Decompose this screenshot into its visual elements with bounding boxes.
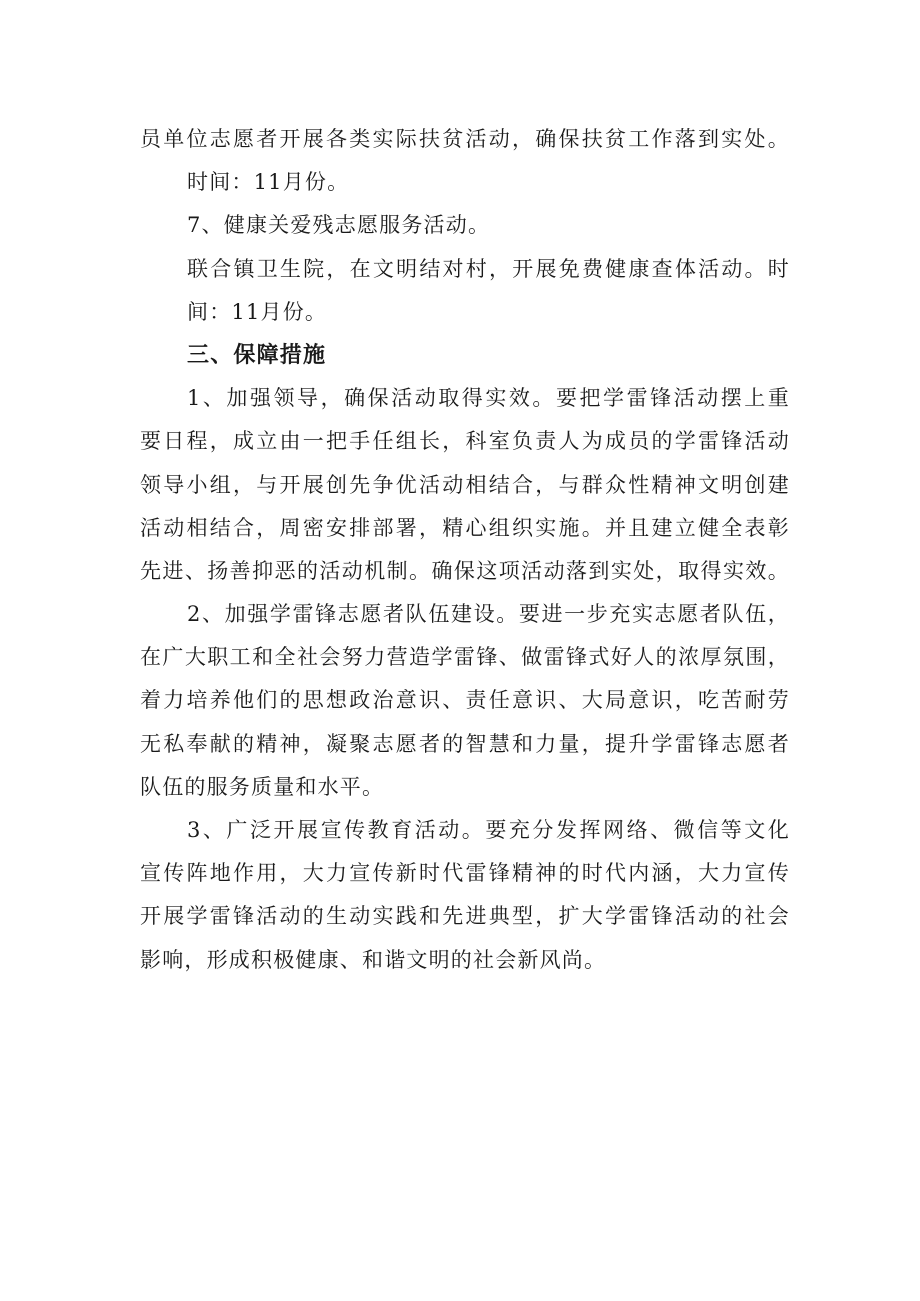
paragraph-line: 在广大职工和全社会努力营造学雷锋、做雷锋式好人的浓厚氛围，: [140, 645, 790, 670]
paragraph-line: 影响，形成积极健康、和谐文明的社会新风尚。: [140, 947, 607, 972]
paragraph-line: 先进、扬善抑恶的活动机制。确保这项活动落到实处，取得实效。: [140, 558, 790, 583]
paragraph-line: 时间：11月份。: [187, 170, 350, 195]
paragraph-line: 着力培养他们的思想政治意识、责任意识、大局意识，吃苦耐劳: [140, 688, 790, 713]
paragraph-line: 3、广泛开展宣传教育活动。要充分发挥网络、微信等文化: [187, 818, 790, 842]
paragraph-line: 间：11月份。: [187, 299, 328, 324]
paragraph-line: 队伍的服务质量和水平。: [140, 774, 385, 799]
document-body: [140, 118, 790, 982]
paragraph-line: 1、加强领导，确保活动取得实效。要把学雷锋活动摆上重: [187, 386, 790, 411]
paragraph-line: 活动相结合，周密安排部署，精心组织实施。并且建立健全表彰: [140, 515, 790, 540]
paragraph-line: 开展学雷锋活动的生动实践和先进典型，扩大学雷锋活动的社会: [140, 904, 790, 929]
paragraph-line: 7、健康关爱残志愿服务活动。: [187, 213, 491, 238]
paragraph-line: 无私奉献的精神，凝聚志愿者的智慧和力量，提升学雷锋志愿者: [140, 731, 790, 756]
paragraph-line: 联合镇卫生院，在文明结对村，开展免费健康查体活动。时: [187, 256, 790, 281]
paragraph-line: 领导小组，与开展创先争优活动相结合，与群众性精神文明创建: [140, 472, 790, 497]
paragraph-line: 员单位志愿者开展各类实际扶贫活动，确保扶贫工作落到实处。: [140, 127, 790, 151]
paragraph-line: 2、加强学雷锋志愿者队伍建设。要进一步充实志愿者队伍，: [187, 602, 790, 627]
paragraph-line: 要日程，成立由一把手任组长，科室负责人为成员的学雷锋活动: [140, 429, 790, 454]
paragraph-line: 宣传阵地作用，大力宣传新时代雷锋精神的时代内涵，大力宣传: [140, 861, 790, 886]
section-heading: 三、保障措施: [187, 342, 327, 368]
